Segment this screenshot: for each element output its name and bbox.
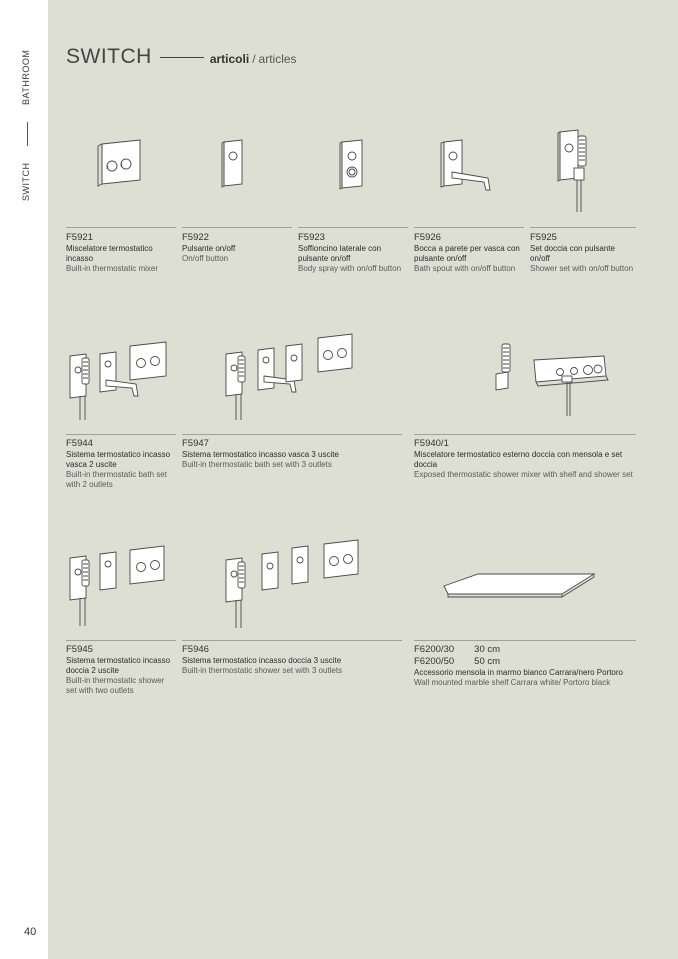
product-code: F5921 bbox=[66, 232, 93, 243]
shower-set-2-icon bbox=[66, 540, 170, 632]
title-rule bbox=[160, 57, 204, 58]
product-description-en: Built-in thermostatic shower set with 3 outlets bbox=[182, 666, 343, 675]
product-divider bbox=[298, 227, 408, 228]
product-description-en: Shower set with on/off button bbox=[530, 264, 634, 273]
product-divider bbox=[182, 434, 402, 435]
product-divider bbox=[182, 640, 402, 641]
product-info bbox=[182, 438, 402, 470]
product-divider bbox=[66, 434, 176, 435]
product-f6200 bbox=[414, 540, 636, 705]
product-f5921 bbox=[66, 120, 176, 285]
product-description-it: Accessorio mensola in marmo bianco Carrara/nero Portoro bbox=[414, 668, 623, 677]
product-divider bbox=[182, 227, 292, 228]
product-f5944 bbox=[66, 330, 176, 495]
subtitle-en: articles bbox=[258, 52, 297, 66]
product-divider bbox=[66, 640, 176, 641]
page-number: 40 bbox=[24, 926, 37, 938]
product-code-row bbox=[414, 644, 636, 656]
product-description-it: Pulsante on/off bbox=[182, 244, 236, 253]
single-button-plate-icon bbox=[220, 140, 244, 188]
product-f5922 bbox=[182, 120, 292, 285]
product-f5947 bbox=[182, 330, 408, 495]
product-info bbox=[66, 232, 176, 274]
product-code: F5923 bbox=[298, 232, 325, 243]
product-description-it: Sistema termostatico incasso doccia 3 uscite bbox=[182, 656, 342, 665]
product-info bbox=[414, 438, 636, 480]
catalog-page bbox=[48, 0, 678, 959]
product-description-it: Sistema termostatico incasso vasca 3 uscite bbox=[182, 450, 339, 459]
product-description-it: Set doccia con pulsante on/off bbox=[530, 244, 615, 263]
product-description-it: Soffioncino laterale con pulsante on/off bbox=[298, 244, 382, 263]
product-info bbox=[66, 644, 176, 696]
product-description-en: Body spray with on/off button bbox=[298, 264, 402, 273]
product-info bbox=[182, 644, 402, 676]
product-info bbox=[298, 232, 408, 274]
bath-set-3-icon bbox=[222, 332, 362, 422]
page-header bbox=[66, 45, 297, 69]
bath-set-2-icon bbox=[66, 336, 170, 422]
product-description-en: Wall mounted marble shelf Carrara white/ Portoro black bbox=[414, 678, 611, 687]
product-info bbox=[530, 232, 636, 274]
sidebar-rule bbox=[27, 122, 28, 146]
product-code: F5944 bbox=[66, 438, 93, 449]
exposed-mixer-icon bbox=[448, 340, 608, 420]
product-description-it: Sistema termostatico incasso vasca 2 uscite bbox=[66, 450, 171, 469]
product-divider bbox=[530, 227, 636, 228]
product-code: F5940/1 bbox=[414, 438, 449, 449]
product-code: F5925 bbox=[530, 232, 557, 243]
product-f5946 bbox=[182, 540, 408, 705]
collection-label: SWITCH bbox=[21, 162, 31, 201]
bath-spout-icon bbox=[438, 140, 494, 194]
product-divider bbox=[66, 227, 176, 228]
sidebar bbox=[0, 0, 48, 959]
marble-shelf-icon bbox=[438, 570, 598, 600]
product-description-it: Miscelatore termostatico esterno doccia con mensola e set doccia bbox=[414, 450, 623, 469]
product-description-it: Miscelatore termostatico incasso bbox=[66, 244, 153, 263]
product-divider bbox=[414, 227, 524, 228]
product-size: 30 cm bbox=[474, 644, 501, 655]
product-divider bbox=[414, 434, 636, 435]
subtitle-separator: / bbox=[252, 52, 256, 66]
product-size: 50 cm bbox=[474, 656, 501, 667]
dual-knob-plate-icon bbox=[94, 140, 144, 190]
product-code: F6200/50 bbox=[414, 656, 455, 667]
product-code: F6200/30 bbox=[414, 644, 455, 655]
product-f5940-1 bbox=[414, 330, 636, 495]
shower-set-3-icon bbox=[222, 540, 362, 632]
section-label: BATHROOM bbox=[21, 49, 31, 105]
product-code-row bbox=[414, 656, 636, 668]
product-info bbox=[66, 438, 176, 490]
shower-set-icon bbox=[556, 128, 598, 214]
product-description-en: Built-in thermostatic shower set with two outlets bbox=[66, 676, 165, 695]
product-code: F5945 bbox=[66, 644, 93, 655]
subtitle-it: articoli bbox=[209, 52, 250, 66]
product-code: F5947 bbox=[182, 438, 209, 449]
product-description-it: Sistema termostatico incasso doccia 2 uscite bbox=[66, 656, 171, 675]
product-description-en: On/off button bbox=[182, 254, 229, 263]
product-description-en: Built-in thermostatic mixer bbox=[66, 264, 159, 273]
body-spray-plate-icon bbox=[338, 140, 364, 190]
product-f5926 bbox=[414, 120, 524, 285]
product-description-en: Bath spout with on/off button bbox=[414, 264, 516, 273]
product-description-en: Built-in thermostatic bath set with 2 outlets bbox=[66, 470, 167, 489]
product-info bbox=[182, 232, 292, 264]
product-info bbox=[414, 644, 636, 688]
product-f5923 bbox=[298, 120, 408, 285]
product-code: F5922 bbox=[182, 232, 209, 243]
product-description-it: Bocca a parete per vasca con pulsante on/off bbox=[414, 244, 520, 263]
product-code: F5946 bbox=[182, 644, 209, 655]
product-description-en: Built-in thermostatic bath set with 3 outlets bbox=[182, 460, 332, 469]
product-f5945 bbox=[66, 540, 176, 705]
product-f5925 bbox=[530, 120, 636, 285]
page-title: SWITCH bbox=[66, 45, 152, 68]
product-code: F5926 bbox=[414, 232, 441, 243]
product-info bbox=[414, 232, 524, 274]
product-divider bbox=[414, 640, 636, 641]
product-description-en: Exposed thermostatic shower mixer with shelf and shower set bbox=[414, 470, 633, 479]
